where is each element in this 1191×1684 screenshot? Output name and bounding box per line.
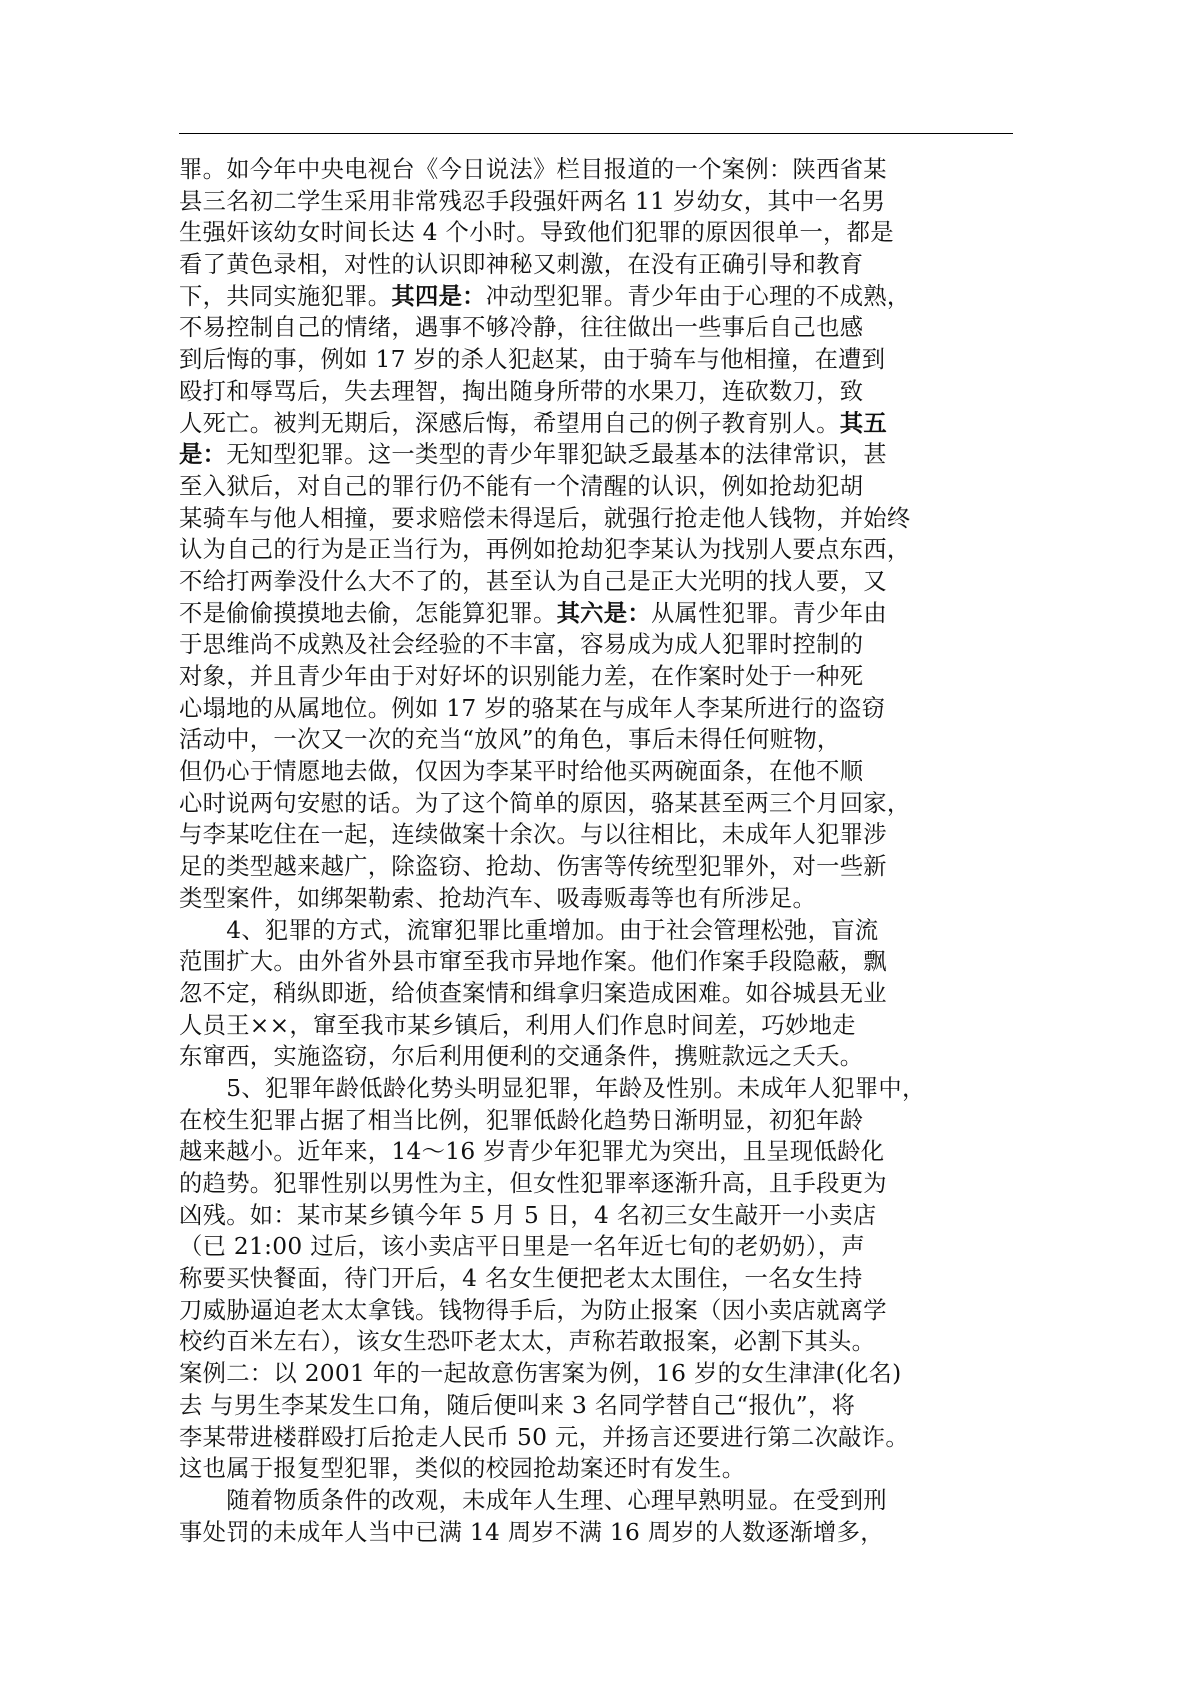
- text-segment: 至入狱后，对自己的罪行仍不能有一个清醒的认识，例如抢劫犯胡: [179, 472, 864, 500]
- text-line: [179, 1263, 1013, 1295]
- text-line: [179, 661, 1013, 693]
- text-line: [179, 376, 1013, 408]
- text-segment: 但仍心于情愿地去做，仅因为李某平时给他买两碗面条，在他不顺: [179, 758, 864, 786]
- text-line: [179, 249, 1013, 281]
- bold-text-segment: 是：: [179, 441, 227, 469]
- text-segment: （已 21:00 过后，该小卖店平日里是一名年近七旬的老奶奶），声: [179, 1233, 865, 1261]
- text-segment: 凶残。如：某市某乡镇今年 5 月 5 日，4 名初三女生敲开一小卖店: [179, 1201, 877, 1229]
- text-segment: 殴打和辱骂后，失去理智，掏出随身所带的水果刀，连砍数刀，致: [179, 377, 864, 405]
- text-segment: 无知型犯罪。这一类型的青少年罪犯缺乏最基本的法律常识，甚: [226, 441, 887, 469]
- text-line: [179, 1105, 1013, 1137]
- text-line: [179, 1485, 1013, 1517]
- text-line: [179, 154, 1013, 186]
- text-line: [179, 1200, 1013, 1232]
- text-line: [179, 1326, 1013, 1358]
- text-segment: 的趋势。犯罪性别以男性为主，但女性犯罪率逐渐升高，且手段更为: [179, 1170, 887, 1197]
- text-segment: 从属性犯罪。青少年由: [650, 599, 887, 627]
- text-segment: 人员王××，窜至我市某乡镇后，利用人们作息时间差，巧妙地走: [179, 1011, 856, 1039]
- text-segment: 去 与男生李某发生口角，随后便叫来 3 名同学替自己“报仇”，将: [179, 1391, 856, 1419]
- text-segment: 县三名初二学生采用非常残忍手段强奸两名 11 岁幼女，其中一名男: [179, 187, 886, 215]
- text-segment: 看了黄色录相，对性的认识即神秘又刺激，在没有正确引导和教育: [179, 251, 864, 279]
- text-line: [179, 1295, 1013, 1327]
- text-line: [179, 1422, 1013, 1454]
- text-line: [179, 598, 1013, 630]
- text-segment: 这也属于报复型犯罪，类似的校园抢劫案还时有发生。: [179, 1455, 746, 1483]
- text-line: [179, 883, 1013, 915]
- text-line: [179, 186, 1013, 218]
- text-segment: 随着物质条件的改观，未成年人生理、心理早熟明显。在受到刑: [179, 1486, 887, 1514]
- text-segment: 心塌地的从属地位。例如 17 岁的骆某在与成年人李某所进行的盗窃: [179, 694, 886, 722]
- text-line: [179, 281, 1013, 313]
- text-line: [179, 1136, 1013, 1168]
- text-line: [179, 788, 1013, 820]
- text-segment: 下，共同实施犯罪。: [179, 282, 392, 310]
- text-segment: 李某带进楼群殴打后抢走人民币 50 元，并扬言还要进行第二次敲诈。: [179, 1423, 909, 1451]
- text-line: [179, 724, 1013, 756]
- text-line: [179, 471, 1013, 503]
- text-segment: 称要买快餐面，待门开后，4 名女生便把老太太围住，一名女生持: [179, 1265, 863, 1293]
- text-segment: 生强奸该幼女时间长达 4 个小时。导致他们犯罪的原因很单一，都是: [179, 219, 894, 247]
- text-segment: 5、犯罪年龄低龄化势头明显犯罪，年龄及性别。未成年人犯罪中，: [179, 1074, 926, 1102]
- text-segment: 事处罚的未成年人当中已满 14 周岁不满 16 周岁的人数逐渐增多，: [179, 1518, 884, 1546]
- text-line: [179, 1073, 1013, 1105]
- text-segment: 到后悔的事，例如 17 岁的杀人犯赵某，由于骑车与他相撞，在遭到: [179, 346, 886, 374]
- text-segment: 心时说两句安慰的话。为了这个简单的原因，骆某甚至两三个月回家，: [179, 789, 911, 817]
- text-segment: 人死亡。被判无期后，深感后悔，希望用自己的例子教育别人。: [179, 409, 840, 437]
- text-line: [179, 1517, 1013, 1549]
- text-line: [179, 439, 1013, 471]
- text-line: [179, 756, 1013, 788]
- text-segment: 与李某吃住在一起，连续做案十余次。与以往相比，未成年人犯罪涉: [179, 821, 887, 849]
- text-line: [179, 534, 1013, 566]
- text-line: [179, 344, 1013, 376]
- text-segment: 活动中，一次又一次的充当“放风”的角色，事后未得任何赃物，: [179, 726, 841, 754]
- text-segment: 冲动型犯罪。青少年由于心理的不成熟，: [485, 282, 911, 310]
- bold-text-segment: 其五: [839, 409, 887, 437]
- text-segment: 某骑车与他人相撞，要求赔偿未得逞后，就强行抢走他人钱物，并始终: [179, 504, 911, 532]
- text-line: [179, 1168, 1013, 1200]
- text-line: [179, 1231, 1013, 1263]
- document-body: [179, 154, 1013, 1548]
- text-segment: 忽不定，稍纵即逝，给侦查案情和缉拿归案造成困难。如谷城县无业: [179, 979, 887, 1007]
- text-line: [179, 693, 1013, 725]
- text-segment: 4、犯罪的方式，流窜犯罪比重增加。由于社会管理松弛，盲流: [179, 916, 879, 944]
- text-segment: 校约百米左右），该女生恐吓老太太，声称若敢报案，必割下其头。: [179, 1328, 876, 1356]
- header-rule: [179, 133, 1013, 134]
- text-segment: 不易控制自己的情绪，遇事不够冷静，往往做出一些事后自己也感: [179, 314, 864, 342]
- text-line: [179, 915, 1013, 947]
- text-line: [179, 946, 1013, 978]
- text-line: [179, 312, 1013, 344]
- bold-text-segment: 其四是：: [391, 282, 486, 310]
- text-line: [179, 819, 1013, 851]
- text-segment: 不给打两拳没什么大不了的，甚至认为自己是正大光明的找人要，又: [179, 567, 887, 595]
- text-line: [179, 978, 1013, 1010]
- text-line: [179, 566, 1013, 598]
- text-line: [179, 408, 1013, 440]
- text-line: [179, 851, 1013, 883]
- text-segment: 刀威胁逼迫老太太拿钱。钱物得手后，为防止报案（因小卖店就离学: [179, 1296, 887, 1324]
- text-line: [179, 1010, 1013, 1042]
- text-segment: 东窜西，实施盗窃，尔后利用便利的交通条件，携赃款远之夭夭。: [179, 1043, 864, 1071]
- text-line: [179, 1390, 1013, 1422]
- text-segment: 类型案件，如绑架勒索、抢劫汽车、吸毒贩毒等也有所涉足。: [179, 884, 817, 912]
- text-segment: 认为自己的行为是正当行为，再例如抢劫犯李某认为找别人要点东西，: [179, 536, 911, 564]
- text-line: [179, 629, 1013, 661]
- text-segment: 在校生犯罪占据了相当比例，犯罪低龄化趋势日渐明显，初犯年龄: [179, 1106, 864, 1134]
- text-segment: 范围扩大。由外省外县市窜至我市异地作案。他们作案手段隐蔽，飘: [179, 948, 887, 976]
- text-line: [179, 1041, 1013, 1073]
- text-line: [179, 1358, 1013, 1390]
- text-line: [179, 503, 1013, 535]
- text-segment: 案例二：以 2001 年的一起故意伤害案为例，16 岁的女生津津(化名): [179, 1360, 902, 1388]
- text-segment: 越来越小。近年来，14～16 岁青少年犯罪尤为突出，且呈现低龄化: [179, 1138, 885, 1166]
- text-line: [179, 217, 1013, 249]
- text-segment: 不是偷偷摸摸地去偷，怎能算犯罪。: [179, 599, 557, 627]
- text-segment: 罪。如今年中央电视台《今日说法》栏目报道的一个案例：陕西省某: [179, 156, 887, 183]
- text-line: [179, 1453, 1013, 1485]
- bold-text-segment: 其六是：: [556, 599, 651, 627]
- text-segment: 对象，并且青少年由于对好坏的识别能力差，在作案时处于一种死: [179, 663, 864, 690]
- text-segment: 于思维尚不成熟及社会经验的不丰富，容易成为成人犯罪时控制的: [179, 631, 864, 659]
- text-segment: 足的类型越来越广，除盗窃、抢劫、伤害等传统型犯罪外，对一些新: [179, 853, 887, 881]
